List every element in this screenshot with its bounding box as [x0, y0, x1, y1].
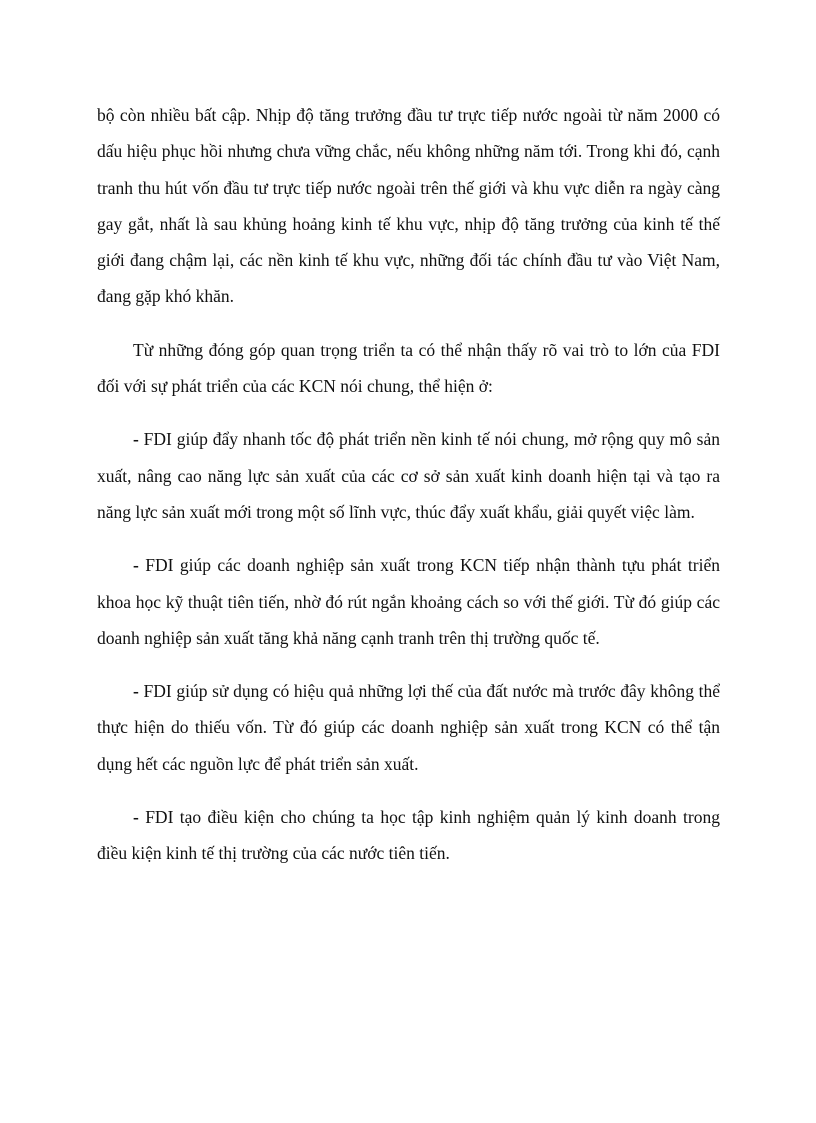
paragraph-text: FDI giúp sử dụng có hiệu quả những lợi thế của đất nước mà trước đây không thể thực hiện do thiếu vốn. Từ đó giúp các doanh nghiệp sản xuất trong KCN có thể tận dụng hết các nguồn lực để phát triển sản xuất. — [97, 681, 720, 774]
bullet-dash: - — [133, 681, 139, 702]
bullet-dash: - — [133, 555, 139, 576]
paragraph-text: FDI giúp các doanh nghiệp sản xuất trong KCN tiếp nhận thành tựu phát triển khoa học kỹ thuật tiên tiến, nhờ đó rút ngắn khoảng cách so với thế giới. Từ đó giúp các doanh nghiệp sản xuất tăng khả năng cạnh tranh trên thị trường quốc tế. — [97, 555, 720, 648]
paragraph-text: bộ còn nhiều bất cập. Nhịp độ tăng trưởng đầu tư trực tiếp nước ngoài từ năm 2000 có dấu hiệu phục hồi nhưng chưa vững chắc, nếu không những năm tới. Trong khi đó, cạnh tranh thu hút vốn đầu tư trực tiếp nước ngoài trên thế giới và khu vực diễn ra ngày càng gay gắt, nhất là sau khủng hoảng kinh tế khu vực, nhịp độ tăng trưởng của kinh tế thế giới đang chậm lại, các nền kinh tế khu vực, những đối tác chính đầu tư vào Việt Nam, đang gặp khó khăn. — [97, 105, 720, 307]
bullet-paragraph-growth — [97, 421, 720, 530]
document-body — [97, 97, 720, 889]
bullet-paragraph-advantages — [97, 673, 720, 782]
bullet-paragraph-technology — [97, 547, 720, 656]
paragraph-fdi-role-intro — [97, 332, 720, 405]
paragraph-text: FDI tạo điều kiện cho chúng ta học tập kinh nghiệm quản lý kinh doanh trong điều kiện kinh tế thị trường của các nước tiên tiến. — [97, 807, 720, 864]
bullet-dash: - — [133, 807, 139, 828]
bullet-paragraph-management — [97, 799, 720, 872]
bullet-dash: - — [133, 429, 139, 450]
paragraph-continuation — [97, 97, 720, 315]
paragraph-text: Từ những đóng góp quan trọng triển ta có thể nhận thấy rõ vai trò to lớn của FDI đối với sự phát triển của các KCN nói chung, thể hiện ở: — [97, 339, 720, 397]
paragraph-text: FDI giúp đẩy nhanh tốc độ phát triển nền kinh tế nói chung, mở rộng quy mô sản xuất, nâng cao năng lực sản xuất của các cơ sở sản xuất kinh doanh hiện tại và tạo ra năng lực sản xuất mới trong một số lĩnh vực, thúc đẩy xuất khẩu, giải quyết việc làm. — [97, 429, 720, 522]
